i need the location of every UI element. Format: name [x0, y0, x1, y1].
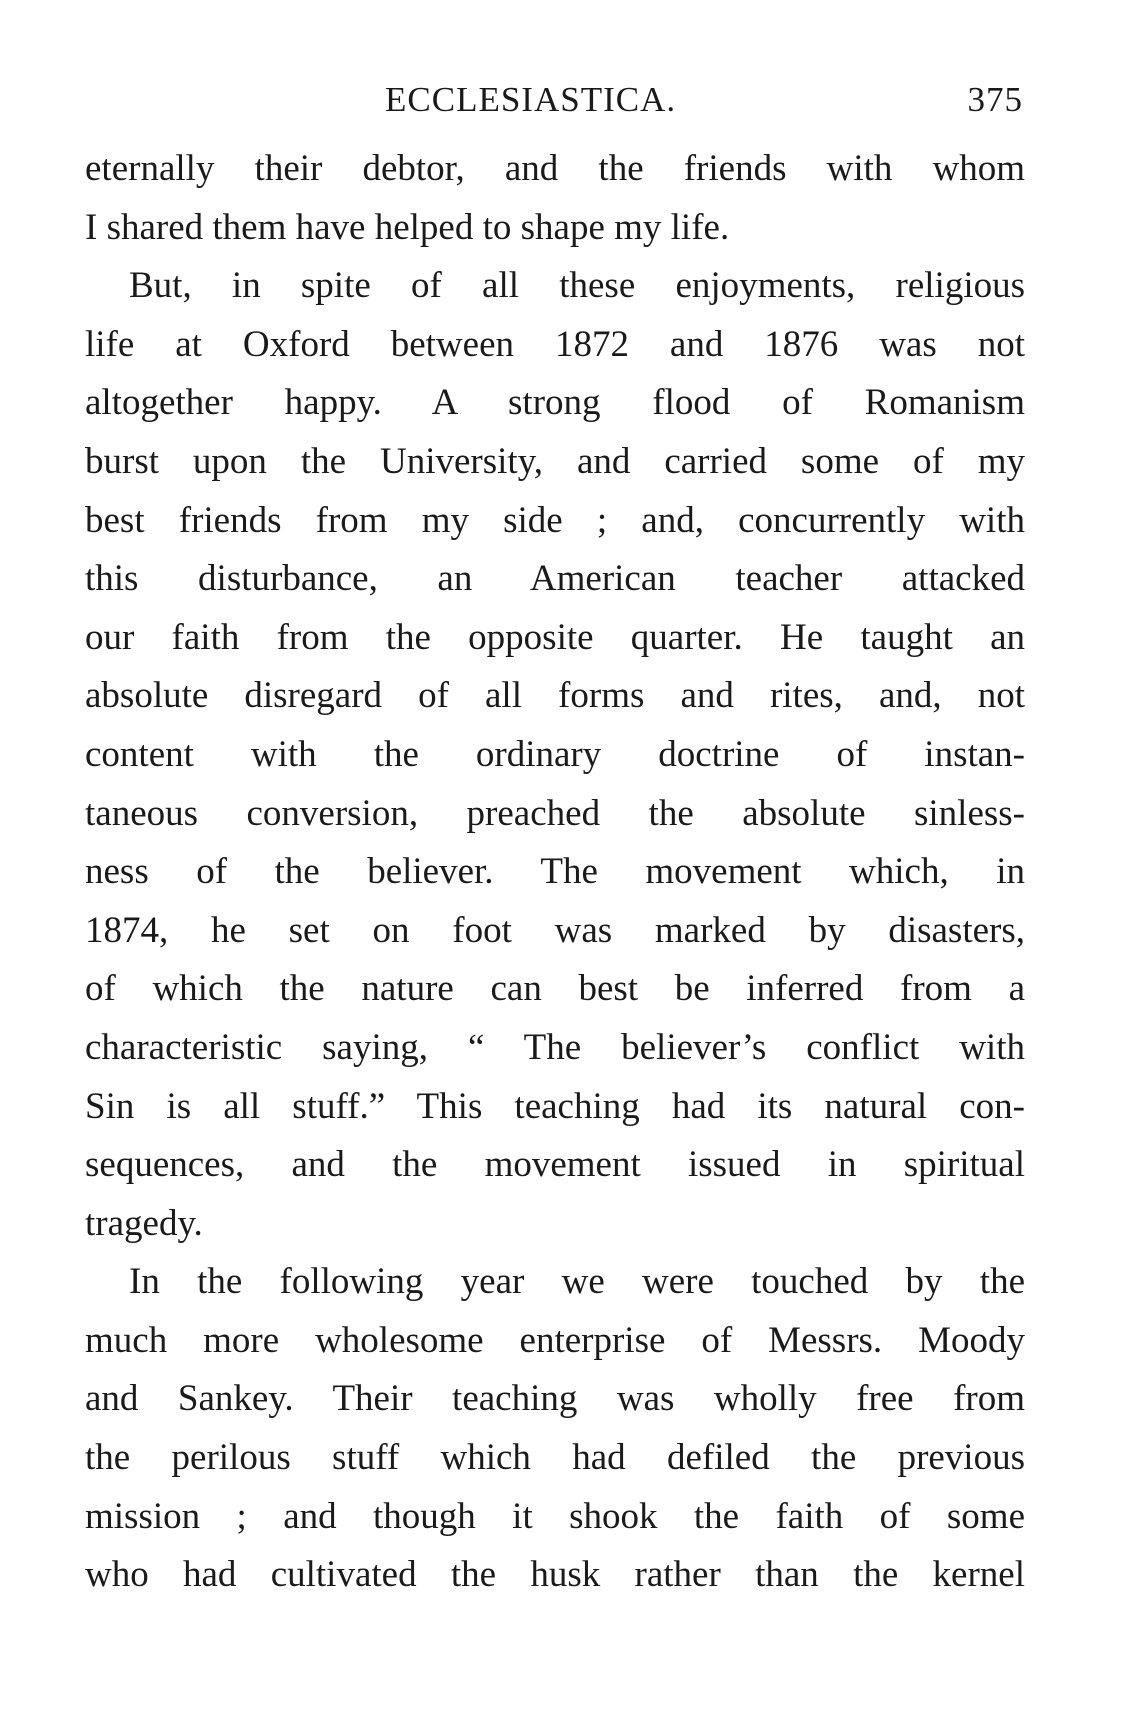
text-line: sequences, and the movement issued in spiritual — [85, 1144, 1025, 1186]
text-line: the perilous stuff which had defiled the previous — [85, 1437, 1025, 1479]
text-line: best friends from my side ; and, concurrently with — [85, 499, 1025, 541]
text-line: who had cultivated the husk rather than the kernel — [85, 1554, 1025, 1596]
running-title: ECCLESIASTICA. — [385, 80, 677, 119]
running-head — [85, 80, 1023, 130]
text-line: eternally their debtor, and the friends with whom — [85, 148, 1025, 189]
text-line: much more wholesome enterprise of Messrs. Moody — [85, 1319, 1025, 1361]
body-text — [85, 140, 1025, 1605]
paragraph-first-line: In the following year we were touched by the — [129, 1261, 1025, 1303]
text-line: burst upon the University, and carried some of my — [85, 440, 1025, 482]
text-line: altogether happy. A strong flood of Romanism — [85, 382, 1025, 424]
text-line: of which the nature can best be inferred from a — [85, 968, 1025, 1010]
text-line: ness of the believer. The movement which, in — [85, 851, 1025, 893]
text-line: I shared them have helped to shape my life. — [85, 206, 730, 248]
text-line: and Sankey. Their teaching was wholly free from — [85, 1378, 1025, 1420]
paragraph-first-line: But, in spite of all these enjoyments, religious — [129, 265, 1025, 307]
text-line: content with the ordinary doctrine of instan- — [85, 733, 1025, 775]
page-number: 375 — [967, 80, 1023, 119]
text-line: taneous conversion, preached the absolute sinless- — [85, 792, 1025, 834]
text-line: mission ; and though it shook the faith of some — [85, 1495, 1025, 1537]
text-line: tragedy. — [85, 1202, 203, 1244]
text-line: absolute disregard of all forms and rites, and, not — [85, 675, 1025, 717]
text-line: life at Oxford between 1872 and 1876 was not — [85, 323, 1025, 365]
text-line: Sin is all stuff.” This teaching had its natural con- — [85, 1085, 1025, 1127]
text-line: this disturbance, an American teacher attacked — [85, 558, 1025, 600]
text-line: our faith from the opposite quarter. He taught an — [85, 616, 1025, 658]
text-line: characteristic saying, “ The believer’s conflict with — [85, 1026, 1025, 1068]
text-line: 1874, he set on foot was marked by disasters, — [85, 909, 1025, 951]
